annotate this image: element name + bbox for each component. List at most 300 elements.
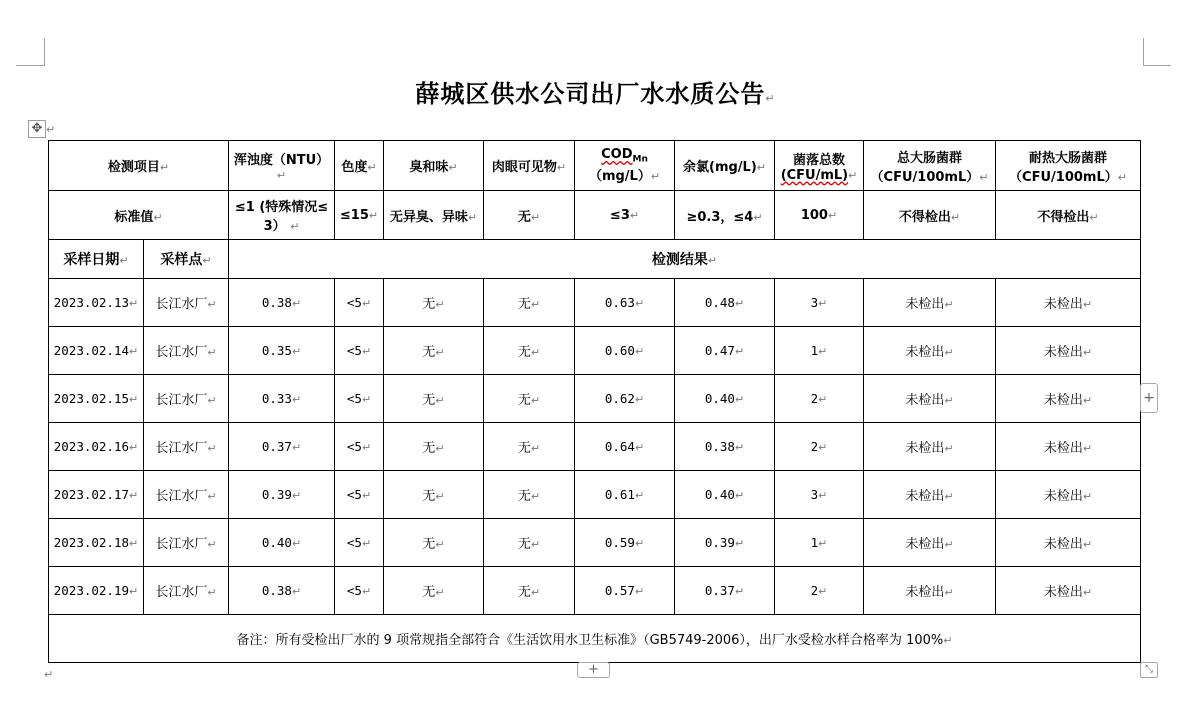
row-cod-value: 0.64 [604, 439, 635, 454]
header-visible-label: 肉眼可见物 [491, 160, 557, 175]
cell-mark: ↵ [734, 537, 745, 550]
cell-mark: ↵ [818, 585, 828, 598]
header-odor-cell[interactable] [384, 141, 484, 191]
row-odor-cell[interactable] [384, 519, 484, 567]
row-odor-cell[interactable] [384, 567, 484, 615]
cell-mark: ↵ [818, 297, 828, 310]
row-chlorine-value: 0.40 [704, 487, 735, 502]
row-thermo-value: 未检出 [1043, 441, 1083, 456]
cell-mark: ↵ [634, 297, 645, 310]
row-date-value: 2023.02.18 [53, 535, 130, 550]
header-item-label: 检测项目 [107, 160, 160, 175]
row-color-value: <5 [346, 295, 362, 310]
add-row-button[interactable]: + [577, 662, 610, 678]
cell-mark: ↵ [944, 586, 954, 599]
data-rows [49, 279, 1141, 615]
cell-mark: ↵ [1082, 442, 1093, 455]
row-date-cell[interactable] [49, 375, 144, 423]
cell-mark: ↵ [129, 393, 139, 406]
row-date-value: 2023.02.15 [53, 391, 130, 406]
standard-thermo-value: 不得检出 [1037, 209, 1090, 225]
table-row [49, 519, 1141, 567]
cell-mark: ↵ [361, 297, 372, 310]
row-date-cell[interactable] [49, 567, 144, 615]
row-odor-cell[interactable] [384, 327, 484, 375]
row-thermo-value: 未检出 [1043, 297, 1083, 312]
cell-mark: ↵ [734, 345, 745, 358]
row-site-cell[interactable] [144, 375, 229, 423]
header-thermo-unit: （CFU/100mL） [1009, 169, 1118, 185]
cell-mark: ↵ [634, 345, 645, 358]
add-column-button[interactable]: + [1140, 383, 1158, 413]
cell-mark: ↵ [119, 254, 129, 267]
row-thermo-cell[interactable] [996, 375, 1141, 423]
row-cod-value: 0.57 [604, 583, 635, 598]
row-visible-cell[interactable] [484, 519, 575, 567]
row-turbidity-value: 0.38 [261, 295, 292, 310]
row-site-cell[interactable] [144, 327, 229, 375]
header-row [49, 141, 1141, 191]
row-site-value: 长江水厂 [155, 345, 208, 360]
cell-mark: ↵ [753, 210, 763, 224]
row-chlorine-cell[interactable] [675, 471, 775, 519]
row-coliform-cell[interactable] [864, 519, 996, 567]
header-chlorine-label: 余氯(mg/L) [683, 160, 757, 175]
row-coliform-value: 未检出 [905, 441, 945, 456]
row-bacteria-value: 2 [810, 439, 819, 454]
document-title-text: 薛城区供水公司出厂水水质公告 [415, 80, 766, 108]
row-cod-cell[interactable] [575, 279, 675, 327]
paragraph-mark: ↵ [44, 668, 54, 681]
cell-mark: ↵ [129, 345, 139, 358]
cell-mark: ↵ [291, 297, 302, 310]
row-bacteria-cell[interactable] [775, 519, 864, 567]
row-visible-value: 无 [517, 345, 531, 360]
cell-mark: ↵ [361, 441, 372, 454]
note-cell[interactable] [49, 615, 1141, 663]
cell-mark: ↵ [367, 161, 377, 174]
header-chlorine-cell[interactable] [675, 141, 775, 191]
row-date-cell[interactable] [49, 279, 144, 327]
row-turbidity-cell[interactable] [229, 327, 335, 375]
standard-chlorine-value: ≥0.3，≤4 [686, 209, 754, 225]
row-visible-value: 无 [517, 393, 531, 408]
row-odor-value: 无 [422, 297, 436, 312]
subheader-date-label: 采样日期 [63, 252, 120, 268]
row-odor-value: 无 [422, 489, 436, 504]
cell-mark: ↵ [943, 634, 953, 647]
cell-mark: ↵ [435, 538, 445, 551]
row-coliform-cell[interactable] [864, 471, 996, 519]
cell-mark: ↵ [848, 168, 858, 182]
row-site-value: 长江水厂 [155, 441, 208, 456]
row-site-cell[interactable] [144, 471, 229, 519]
cell-mark: ↵ [207, 586, 217, 599]
row-turbidity-value: 0.35 [261, 343, 292, 358]
header-thermo-cell[interactable] [996, 141, 1141, 191]
row-visible-cell[interactable] [484, 471, 575, 519]
row-chlorine-cell[interactable] [675, 327, 775, 375]
row-color-cell[interactable] [335, 327, 384, 375]
row-odor-cell[interactable] [384, 471, 484, 519]
cell-mark: ↵ [944, 490, 954, 503]
cod-subscript: Mn [632, 154, 648, 165]
row-chlorine-cell[interactable] [675, 279, 775, 327]
cell-mark: ↵ [435, 346, 445, 359]
cell-mark: ↵ [818, 345, 828, 358]
header-cod-unit: （mg/L） [588, 168, 651, 184]
row-visible-value: 无 [517, 297, 531, 312]
cell-mark: ↵ [629, 208, 640, 222]
header-item-cell[interactable] [49, 141, 229, 191]
cell-mark: ↵ [530, 394, 541, 407]
subheader-results-cell[interactable] [229, 240, 1141, 279]
cell-mark: ↵ [291, 393, 302, 406]
cell-mark: ↵ [1082, 346, 1093, 359]
cell-mark: ↵ [153, 210, 163, 224]
cell-mark: ↵ [467, 210, 478, 224]
page-corner-mark [16, 65, 44, 66]
paragraph-mark: ↵ [46, 123, 56, 136]
table-row [49, 471, 1141, 519]
row-date-value: 2023.02.14 [53, 343, 130, 358]
header-color-label: 色度 [341, 160, 368, 175]
cell-mark: ↵ [634, 585, 645, 598]
cell-mark: ↵ [202, 254, 212, 267]
row-odor-value: 无 [422, 393, 436, 408]
cell-mark: ↵ [291, 489, 302, 502]
cell-mark: ↵ [707, 254, 718, 267]
page-corner-mark [1143, 38, 1144, 66]
cell-mark: ↵ [1082, 538, 1093, 551]
row-coliform-value: 未检出 [905, 489, 945, 504]
page-corner-mark [44, 38, 45, 66]
row-odor-value: 无 [422, 537, 436, 552]
cell-mark: ↵ [950, 210, 961, 224]
row-odor-value: 无 [422, 441, 436, 456]
cell-mark: ↵ [361, 393, 372, 406]
subheader-results-label: 检测结果 [651, 252, 708, 268]
cell-mark: ↵ [734, 585, 745, 598]
standard-cod-cell[interactable] [575, 191, 675, 240]
paragraph-mark: ↵ [765, 92, 776, 105]
cell-mark: ↵ [1082, 298, 1093, 311]
header-bacteria-label: 菌落总数 [793, 152, 846, 168]
row-bacteria-value: 3 [810, 487, 819, 502]
cell-mark: ↵ [818, 393, 828, 406]
header-turbidity-cell[interactable] [229, 141, 335, 191]
cell-mark: ↵ [291, 585, 302, 598]
row-cod-cell[interactable] [575, 423, 675, 471]
cell-mark: ↵ [435, 298, 445, 311]
row-thermo-cell[interactable] [996, 567, 1141, 615]
row-thermo-cell[interactable] [996, 519, 1141, 567]
subheader-site-cell[interactable] [144, 240, 229, 279]
cell-mark: ↵ [944, 442, 954, 455]
cell-mark: ↵ [435, 586, 445, 599]
cell-mark: ↵ [530, 490, 541, 503]
row-chlorine-cell[interactable] [675, 375, 775, 423]
row-coliform-value: 未检出 [905, 393, 945, 408]
standard-bacteria-cell[interactable] [775, 191, 864, 240]
standard-color-cell[interactable] [335, 191, 384, 240]
standard-color-value: ≤15 [339, 207, 369, 223]
cell-mark: ↵ [207, 298, 217, 311]
row-date-cell[interactable] [49, 327, 144, 375]
standard-visible-cell[interactable] [484, 191, 575, 240]
cell-mark: ↵ [448, 161, 458, 174]
cell-mark: ↵ [979, 170, 989, 184]
row-chlorine-value: 0.37 [704, 583, 735, 598]
row-date-cell[interactable] [49, 423, 144, 471]
header-turbidity-label: 浑浊度（NTU） [233, 152, 330, 168]
row-turbidity-value: 0.33 [261, 391, 292, 406]
standard-chlorine-cell[interactable] [675, 191, 775, 240]
row-turbidity-cell[interactable] [229, 567, 335, 615]
row-chlorine-value: 0.39 [704, 535, 735, 550]
row-color-value: <5 [346, 391, 362, 406]
row-color-cell[interactable] [335, 519, 384, 567]
standard-row [49, 191, 1141, 240]
standard-coliform-cell[interactable] [864, 191, 996, 240]
header-visible-cell[interactable] [484, 141, 575, 191]
row-visible-value: 无 [517, 585, 531, 600]
row-site-cell[interactable] [144, 519, 229, 567]
row-chlorine-cell[interactable] [675, 567, 775, 615]
cell-mark: ↵ [944, 394, 954, 407]
row-site-value: 长江水厂 [155, 489, 208, 504]
row-visible-value: 无 [517, 537, 531, 552]
row-thermo-cell[interactable] [996, 279, 1141, 327]
row-cod-cell[interactable] [575, 375, 675, 423]
cell-mark: ↵ [530, 346, 541, 359]
standard-coliform-value: 不得检出 [898, 209, 951, 225]
row-coliform-cell[interactable] [864, 279, 996, 327]
row-visible-value: 无 [517, 489, 531, 504]
cell-mark: ↵ [944, 346, 954, 359]
cell-mark: ↵ [734, 489, 745, 502]
row-cod-value: 0.63 [604, 295, 635, 310]
row-thermo-cell[interactable] [996, 327, 1141, 375]
row-thermo-value: 未检出 [1043, 537, 1083, 552]
row-coliform-cell[interactable] [864, 375, 996, 423]
cell-mark: ↵ [734, 297, 745, 310]
cell-mark: ↵ [1082, 586, 1093, 599]
cell-mark: ↵ [207, 442, 217, 455]
row-date-cell[interactable] [49, 519, 144, 567]
cell-mark: ↵ [827, 208, 838, 222]
cell-mark: ↵ [361, 585, 372, 598]
cell-mark: ↵ [944, 298, 954, 311]
row-date-value: 2023.02.13 [53, 295, 130, 310]
cell-mark: ↵ [435, 394, 445, 407]
row-color-cell[interactable] [335, 279, 384, 327]
row-color-value: <5 [346, 343, 362, 358]
row-color-value: <5 [346, 487, 362, 502]
cell-mark: ↵ [291, 345, 302, 358]
standard-odor-value: 无异臭、异味 [389, 209, 468, 225]
standard-turbidity-cell[interactable] [229, 191, 335, 240]
row-color-value: <5 [346, 583, 362, 598]
cell-mark: ↵ [530, 586, 541, 599]
row-bacteria-value: 1 [810, 343, 819, 358]
cell-mark: ↵ [435, 442, 445, 455]
row-turbidity-cell[interactable] [229, 423, 335, 471]
header-cod-label [601, 147, 648, 165]
cell-mark: ↵ [530, 210, 541, 224]
cell-mark: ↵ [634, 537, 645, 550]
row-site-cell[interactable] [144, 279, 229, 327]
row-chlorine-cell[interactable] [675, 423, 775, 471]
row-odor-cell[interactable] [384, 423, 484, 471]
row-odor-cell[interactable] [384, 375, 484, 423]
standard-bacteria-value: 100 [800, 207, 828, 223]
standard-cod-value: ≤3 [609, 207, 630, 223]
row-coliform-cell[interactable] [864, 567, 996, 615]
cod-prefix: COD [601, 147, 633, 163]
row-coliform-value: 未检出 [905, 297, 945, 312]
row-cod-value: 0.61 [604, 487, 635, 502]
header-coliform-cell[interactable] [864, 141, 996, 191]
row-color-cell[interactable] [335, 471, 384, 519]
row-cod-cell[interactable] [575, 567, 675, 615]
row-site-value: 长江水厂 [155, 537, 208, 552]
row-bacteria-cell[interactable] [775, 471, 864, 519]
header-cod-cell[interactable] [575, 141, 675, 191]
row-turbidity-cell[interactable] [229, 519, 335, 567]
cell-mark: ↵ [530, 442, 541, 455]
row-thermo-value: 未检出 [1043, 489, 1083, 504]
row-coliform-cell[interactable] [864, 423, 996, 471]
cell-mark: ↵ [291, 537, 302, 550]
row-coliform-value: 未检出 [905, 585, 945, 600]
cell-mark: ↵ [276, 168, 287, 182]
cell-mark: ↵ [361, 537, 372, 550]
subheader-site-label: 采样点 [160, 252, 203, 268]
row-color-cell[interactable] [335, 567, 384, 615]
cell-mark: ↵ [634, 489, 645, 502]
row-bacteria-value: 3 [810, 295, 819, 310]
page-corner-mark [1143, 65, 1171, 66]
row-bacteria-cell[interactable] [775, 567, 864, 615]
cell-mark: ↵ [944, 538, 954, 551]
cell-mark: ↵ [361, 489, 372, 502]
header-color-cell[interactable] [335, 141, 384, 191]
cell-mark: ↵ [129, 585, 139, 598]
cell-mark: ↵ [634, 393, 645, 406]
row-cod-value: 0.60 [604, 343, 635, 358]
row-site-cell[interactable] [144, 567, 229, 615]
row-turbidity-value: 0.39 [261, 487, 292, 502]
row-visible-cell[interactable] [484, 567, 575, 615]
row-visible-cell[interactable] [484, 375, 575, 423]
row-bacteria-value: 1 [810, 535, 819, 550]
cell-mark: ↵ [818, 489, 828, 502]
row-visible-cell[interactable] [484, 423, 575, 471]
table-row [49, 375, 1141, 423]
table-resize-handle-icon[interactable]: ⤡ [1140, 662, 1158, 678]
note-text: 备注：所有受检出厂水的 9 项常规指全部符合《生活饮用水卫生标准》（GB5749-2006），出厂水受检水样合格率为 100% [236, 633, 944, 648]
row-coliform-cell[interactable] [864, 327, 996, 375]
row-thermo-value: 未检出 [1043, 585, 1083, 600]
row-thermo-value: 未检出 [1043, 393, 1083, 408]
standard-odor-cell[interactable] [384, 191, 484, 240]
header-odor-label: 臭和味 [409, 160, 449, 175]
subheader-date-cell[interactable] [49, 240, 144, 279]
table-row [49, 567, 1141, 615]
row-chlorine-value: 0.47 [704, 343, 735, 358]
water-quality-table [48, 140, 1141, 663]
row-visible-cell[interactable] [484, 327, 575, 375]
document-title [0, 74, 1191, 109]
row-visible-cell[interactable] [484, 279, 575, 327]
row-turbidity-value: 0.38 [261, 583, 292, 598]
header-bacteria-unit: (CFU/mL) [780, 167, 849, 183]
row-cod-cell[interactable] [575, 471, 675, 519]
row-chlorine-value: 0.48 [704, 295, 735, 310]
row-date-cell[interactable] [49, 471, 144, 519]
table-move-handle-icon[interactable]: ✥ [28, 120, 46, 138]
row-odor-cell[interactable] [384, 279, 484, 327]
cell-mark: ↵ [129, 489, 139, 502]
row-coliform-value: 未检出 [905, 537, 945, 552]
cell-mark: ↵ [734, 441, 745, 454]
row-thermo-cell[interactable] [996, 423, 1141, 471]
row-bacteria-cell[interactable] [775, 375, 864, 423]
row-turbidity-cell[interactable] [229, 375, 335, 423]
header-coliform-label: 总大肠菌群 [897, 150, 963, 166]
row-turbidity-value: 0.37 [261, 439, 292, 454]
row-coliform-value: 未检出 [905, 345, 945, 360]
header-bacteria-cell[interactable] [775, 141, 864, 191]
row-bacteria-cell[interactable] [775, 279, 864, 327]
row-bacteria-cell[interactable] [775, 423, 864, 471]
row-chlorine-cell[interactable] [675, 519, 775, 567]
row-color-cell[interactable] [335, 375, 384, 423]
cell-mark: ↵ [207, 538, 217, 551]
cell-mark: ↵ [1089, 210, 1099, 224]
row-date-value: 2023.02.19 [53, 583, 130, 598]
cell-mark: ↵ [556, 161, 567, 174]
subheader-row [49, 240, 1141, 279]
row-site-cell[interactable] [144, 423, 229, 471]
cell-mark: ↵ [290, 220, 300, 233]
row-turbidity-cell[interactable] [229, 279, 335, 327]
row-thermo-cell[interactable] [996, 471, 1141, 519]
row-bacteria-cell[interactable] [775, 327, 864, 375]
row-odor-value: 无 [422, 345, 436, 360]
cell-mark: ↵ [159, 161, 170, 174]
row-cod-cell[interactable] [575, 327, 675, 375]
row-turbidity-cell[interactable] [229, 471, 335, 519]
row-odor-value: 无 [422, 585, 436, 600]
cell-mark: ↵ [435, 490, 445, 503]
standard-thermo-cell[interactable] [996, 191, 1141, 240]
row-bacteria-value: 2 [810, 391, 819, 406]
cell-mark: ↵ [634, 441, 645, 454]
row-chlorine-value: 0.38 [704, 439, 735, 454]
cell-mark: ↵ [756, 161, 767, 174]
row-cod-cell[interactable] [575, 519, 675, 567]
cell-mark: ↵ [207, 490, 217, 503]
standard-turbidity-value-cont: 3） [263, 219, 286, 234]
row-bacteria-value: 2 [810, 583, 819, 598]
cell-mark: ↵ [207, 394, 217, 407]
standard-label-cell[interactable] [49, 191, 229, 240]
row-color-cell[interactable] [335, 423, 384, 471]
cell-mark: ↵ [734, 393, 745, 406]
row-thermo-value: 未检出 [1043, 345, 1083, 360]
